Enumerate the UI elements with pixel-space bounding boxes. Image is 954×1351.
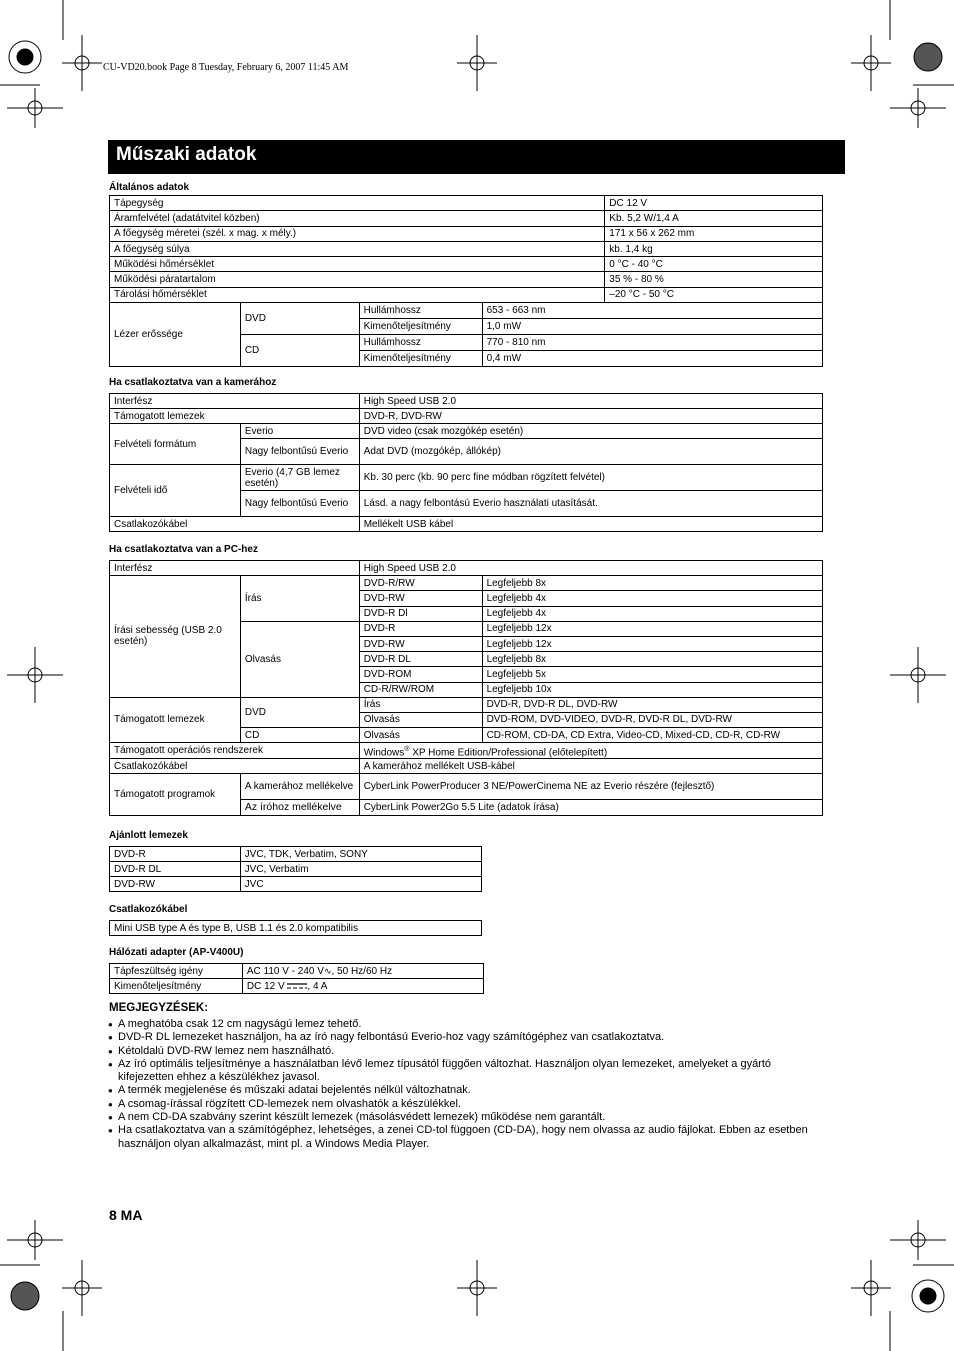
spec-value: Kb. 5,2 W/1,4 A [605, 211, 823, 226]
spec-value: 653 - 663 nm [482, 303, 822, 319]
disc-type: DVD-R/RW [359, 576, 482, 591]
laser-cd-label: CD [240, 335, 359, 367]
spec-label: Interfész [110, 561, 360, 576]
spec-label: Tápfeszültség igény [110, 964, 243, 979]
os-value [359, 743, 822, 759]
disc-type: CD-R/RW/ROM [359, 682, 482, 697]
spec-label: Támogatott lemezek [110, 409, 360, 424]
laser-table [109, 302, 823, 367]
table-row [110, 241, 823, 256]
spec-value: Adat DVD (mozgókép, állókép) [359, 439, 822, 465]
disc-type: DVD-R Dl [359, 606, 482, 621]
table-row [110, 196, 823, 211]
table-row [110, 394, 823, 409]
list-item: ● A termék megjelenése és műszaki adatai bejelentés nélkül változhatnak. [108, 1084, 828, 1097]
disc-type: DVD-R [110, 847, 241, 862]
spec-label: Interfész [110, 394, 360, 409]
crosshair-mark-bottom-right-2 [890, 1220, 946, 1260]
registered-mark: ® [404, 745, 410, 753]
spec-value: High Speed USB 2.0 [359, 394, 822, 409]
table-row [110, 759, 823, 774]
spec-label: Támogatott lemezek [110, 697, 241, 743]
table-row [110, 877, 482, 892]
os-windows: Windows [363, 746, 405, 758]
spec-label: Támogatott operációs rendszerek [110, 743, 360, 759]
crosshair-mark-right-middle [890, 647, 946, 703]
disc-type: DVD-ROM [359, 667, 482, 682]
cable-table [109, 920, 482, 936]
spec-value: CD-ROM, CD-DA, CD Extra, Video-CD, Mixed-CD, CD-R, CD-RW [482, 728, 822, 743]
table-row [110, 517, 823, 532]
speed-value: Legfeljebb 10x [482, 682, 822, 697]
brand-list: JVC, TDK, Verbatim, SONY [240, 847, 481, 862]
wavelength-label: Hullámhossz [359, 303, 482, 319]
spec-value: DVD-R, DVD-RW [359, 409, 822, 424]
voltage-range: AC 110 V - 240 V [246, 965, 324, 977]
spec-value: 0 °C - 40 °C [605, 257, 823, 272]
notes-list [108, 1018, 828, 1151]
general-heading: Általános adatok [109, 182, 190, 193]
disc-type: DVD-RW [359, 636, 482, 651]
disc-type: DVD-R DL [359, 652, 482, 667]
spec-label: Kimenőteljesítmény [110, 979, 243, 994]
camera-table [109, 393, 823, 532]
crosshair-mark-bottom-right-1 [851, 1260, 891, 1316]
spec-value: DVD-ROM, DVD-VIDEO, DVD-R, DVD-R DL, DVD-RW [482, 712, 822, 727]
crosshair-mark-top-left-2 [7, 88, 63, 128]
table-row [110, 257, 823, 272]
spec-label: Tápegység [110, 196, 605, 211]
page-number: 8 MA [109, 1207, 143, 1223]
output-label: Kimenőteljesítmény [359, 351, 482, 367]
spec-value: DVD video (csak mozgókép esetén) [359, 424, 822, 439]
spec-value: 1,0 mW [482, 319, 822, 335]
spec-sublabel: CD [240, 728, 359, 743]
spec-label: Támogatott programok [110, 774, 241, 816]
disc-type: DVD-RW [359, 591, 482, 606]
cable-value: Mini USB type A és type B, USB 1.1 és 2.0 kompatibilis [110, 921, 482, 936]
spec-sublabel: Everio (4,7 GB lemez esetén) [240, 465, 359, 491]
table-row [110, 272, 823, 287]
dc-symbol-icon [287, 982, 307, 990]
spec-label: A főegység súlya [110, 241, 605, 256]
table-row [110, 409, 823, 424]
spec-value: High Speed USB 2.0 [359, 561, 822, 576]
spec-value: 171 x 56 x 262 mm [605, 226, 823, 241]
output-label: Kimenőteljesítmény [359, 319, 482, 335]
spec-value: CyberLink PowerProducer 3 NE/PowerCinema NE az Everio részére (fejlesztő) [359, 774, 822, 800]
laser-label: Lézer erőssége [110, 303, 241, 367]
speed-value: Legfeljebb 4x [482, 606, 822, 621]
brand-list: JVC, Verbatim [240, 862, 481, 877]
frequency: , 50 Hz/60 Hz [331, 965, 393, 977]
spec-value: 0,4 mW [482, 351, 822, 367]
spec-sublabel: A kamerához mellékelve [240, 774, 359, 800]
read-label: Olvasás [240, 621, 359, 697]
pc-table [109, 560, 823, 816]
table-row [110, 774, 823, 800]
ac-symbol-icon: ∿ [323, 965, 332, 976]
table-row [110, 921, 482, 936]
table-row [110, 287, 823, 302]
write-speed-label: Írási sebesség (USB 2.0 esetén) [110, 576, 241, 698]
mode-label: Olvasás [359, 728, 482, 743]
spec-sublabel: Nagy felbontűsú Everio [240, 491, 359, 517]
spec-label: Működési páratartalom [110, 272, 605, 287]
spec-value: Lásd. a nagy felbontású Everio használati utasítását. [359, 491, 822, 517]
table-row [110, 862, 482, 877]
disc-type: DVD-R [359, 621, 482, 636]
table-row [110, 576, 823, 591]
page-title: Műszaki adatok [116, 144, 257, 165]
spec-value: Mellékelt USB kábel [359, 517, 822, 532]
spec-label: Felvételi formátum [110, 424, 241, 465]
output-current: , 4 A [307, 980, 328, 992]
crosshair-mark-top-center [457, 35, 497, 91]
spec-value: CyberLink Power2Go 5.5 Lite (adatok írása) [359, 800, 822, 816]
spec-label: Felvételi idő [110, 465, 241, 517]
spec-sublabel: Everio [240, 424, 359, 439]
spec-sublabel: Az íróhoz mellékelve [240, 800, 359, 816]
table-row [110, 211, 823, 226]
brand-list: JVC [240, 877, 481, 892]
list-item: ● Az író optimális teljesítménye a használatban lévő lemez típusától függően változhat. Használjon olyan lemezeket, amelyeket a gyártó kifejezetten ehhez a készülékhez javasol. [108, 1058, 828, 1085]
recommended-table [109, 846, 482, 892]
list-item: ● A csomag-írással rögzített CD-lemezek nem olvashatók a készülékkel. [108, 1098, 828, 1111]
spec-label: Csatlakozókábel [110, 759, 360, 774]
table-row [110, 979, 484, 994]
adapter-input-value [242, 964, 483, 979]
cable-heading: Csatlakozókábel [109, 904, 188, 915]
crosshair-mark-bottom-left-2 [62, 1260, 102, 1316]
recommended-heading: Ajánlott lemezek [109, 830, 188, 841]
spec-label: Áramfelvétel (adatátvitel közben) [110, 211, 605, 226]
list-item: ● A nem CD-DA szabvány szerint készült lemezek (másolásvédett lemezek) működése nem garantált. [108, 1111, 828, 1124]
spec-value: DC 12 V [605, 196, 823, 211]
list-item: ● DVD-R DL lemezeket használjon, ha az író nagy felbontású Everio-hoz vagy számítógéphez van csatlakoztatva. [108, 1031, 828, 1044]
gray-circle-mark-top-right [914, 43, 942, 71]
crosshair-mark-bottom-center [457, 1260, 497, 1316]
spec-sublabel: DVD [240, 697, 359, 727]
speed-value: Legfeljebb 8x [482, 652, 822, 667]
table-row [110, 424, 823, 439]
list-item: ● Ha csatlakoztatva van a számítógéphez, lehetséges, a zenei CD-tol függoen (CD-DA), hogy nem olvassa az audio fájlokat. Ebben az esetben használjon olyan alkalmazást, mint pl. a Windows Media Player. [108, 1124, 828, 1151]
speed-value: Legfeljebb 12x [482, 636, 822, 651]
title-bar [108, 140, 845, 174]
os-edition: XP Home Edition/Professional (előtelepített) [409, 746, 608, 758]
wavelength-label: Hullámhossz [359, 335, 482, 351]
spec-value: DVD-R, DVD-R DL, DVD-RW [482, 697, 822, 712]
spec-label: Csatlakozókábel [110, 517, 360, 532]
spec-value: A kamerához mellékelt USB-kábel [359, 759, 822, 774]
crosshair-mark-bottom-left-1 [7, 1220, 63, 1260]
spec-sublabel: Nagy felbontűsú Everio [240, 439, 359, 465]
book-header-line: CU-VD20.book Page 8 Tuesday, February 6, 2007 11:45 AM [103, 62, 349, 73]
gray-circle-mark-bottom-left [11, 1282, 39, 1310]
disc-type: DVD-RW [110, 877, 241, 892]
speed-value: Legfeljebb 4x [482, 591, 822, 606]
speed-value: Legfeljebb 12x [482, 621, 822, 636]
spec-value: Kb. 30 perc (kb. 90 perc fine módban rögzített felvétel) [359, 465, 822, 491]
spec-value: 35 % - 80 % [605, 272, 823, 287]
laser-dvd-label: DVD [240, 303, 359, 335]
write-label: Írás [240, 576, 359, 622]
spec-label: Működési hőmérséklet [110, 257, 605, 272]
list-item: ● Kétoldalú DVD-RW lemez nem használható. [108, 1045, 828, 1058]
table-row [110, 226, 823, 241]
adapter-heading: Hálózati adapter (AP-V400U) [109, 947, 244, 958]
crosshair-mark-top-right-1 [851, 35, 891, 91]
pc-heading: Ha csatlakoztatva van a PC-hez [109, 544, 258, 555]
spec-value: 770 - 810 nm [482, 335, 822, 351]
table-row [110, 964, 484, 979]
crosshair-mark-top-right-2 [890, 88, 946, 128]
table-row [110, 847, 482, 862]
speed-value: Legfeljebb 8x [482, 576, 822, 591]
output-voltage: DC 12 V [246, 980, 285, 992]
notes-title: MEGJEGYZÉSEK: [109, 1002, 209, 1014]
general-specs-table [109, 195, 823, 303]
spec-label: Tárolási hőmérséklet [110, 287, 605, 302]
spec-value: kb. 1,4 kg [605, 241, 823, 256]
mode-label: Írás [359, 697, 482, 712]
table-row [110, 561, 823, 576]
spec-label: A főegység méretei (szél. x mag. x mély.) [110, 226, 605, 241]
crosshair-mark-top-left-1 [62, 35, 102, 91]
table-row [110, 465, 823, 491]
adapter-output-value [242, 979, 483, 994]
spec-value: –20 °C - 50 °C [605, 287, 823, 302]
disc-type: DVD-R DL [110, 862, 241, 877]
camera-heading: Ha csatlakoztatva van a kamerához [109, 377, 277, 388]
table-row [110, 697, 823, 712]
crosshair-mark-left-middle [7, 647, 63, 703]
table-row [110, 303, 823, 319]
table-row [110, 743, 823, 759]
adapter-table [109, 963, 484, 994]
mode-label: Olvasás [359, 712, 482, 727]
list-item: ● A meghatóba csak 12 cm nagyságú lemez tehető. [108, 1018, 828, 1031]
speed-value: Legfeljebb 5x [482, 667, 822, 682]
